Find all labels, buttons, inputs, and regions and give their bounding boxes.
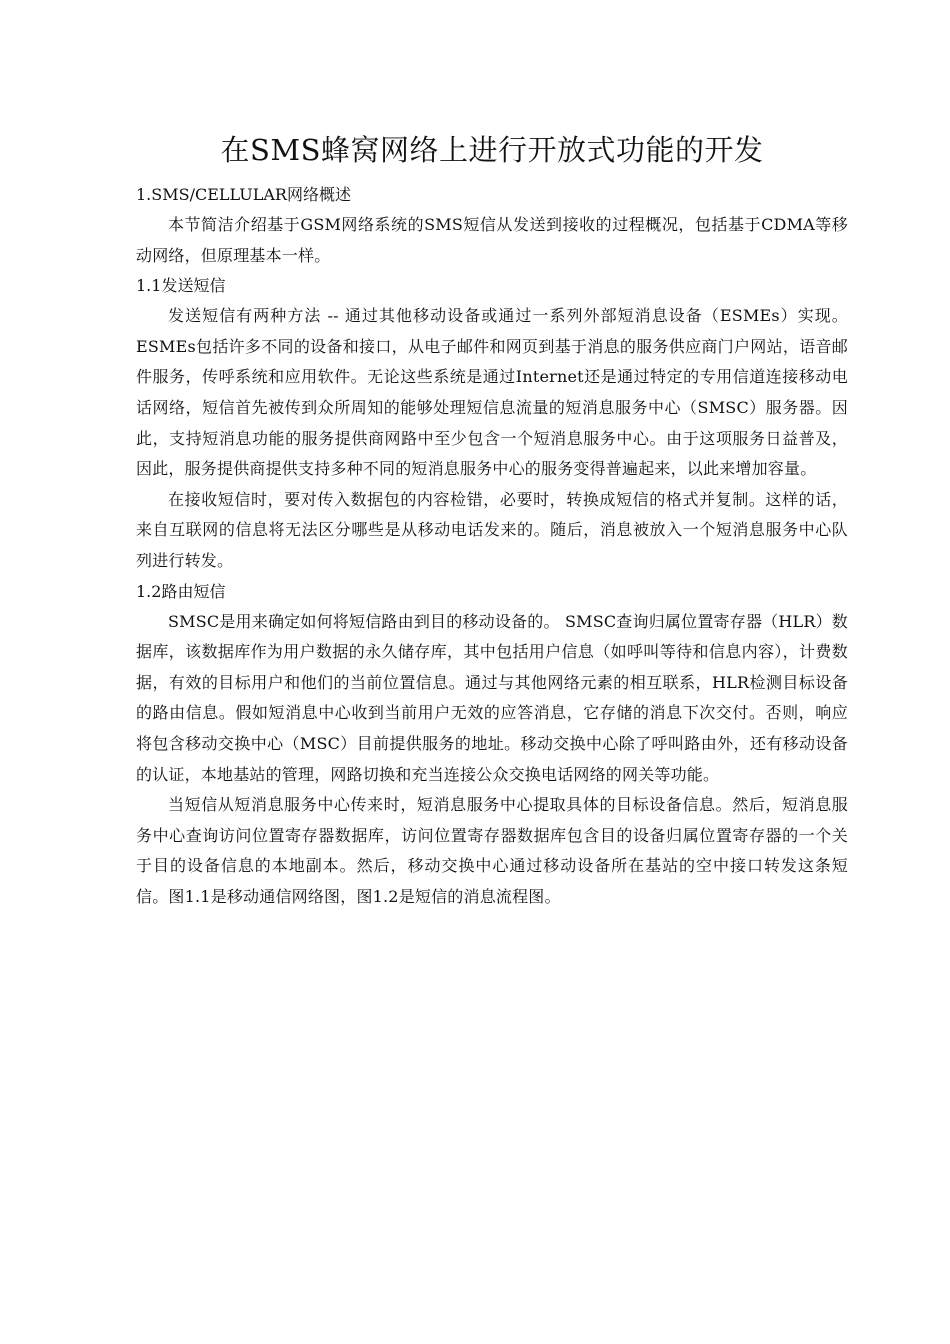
document-title: 在SMS蜂窝网络上进行开放式功能的开发 bbox=[220, 133, 764, 167]
section-heading: 1.SMS/CELLULAR网络概述 bbox=[136, 185, 351, 204]
section-routing-sms bbox=[136, 577, 848, 913]
paragraph: 在接收短信时，要对传入数据包的内容检错，必要时，转换成短信的格式并复制。这样的话，来自互联网的信息将无法区分哪些是从移动电话发来的。随后，消息被放入一个短消息服务中心队列进行转发。 bbox=[136, 489, 848, 570]
document-page bbox=[136, 128, 848, 912]
paragraph: 本节简洁介绍基于GSM网络系统的SMS短信从发送到接收的过程概况，包括基于CDMA等移动网络，但原理基本一样。 bbox=[136, 215, 848, 265]
paragraph: 当短信从短消息服务中心传来时，短消息服务中心提取具体的目标设备信息。然后，短消息服务中心查询访问位置寄存器数据库，访问位置寄存器数据库包含目的设备归属位置寄存器的一个关于目的设备信息的本地副本。然后，移动交换中心通过移动设备所在基站的空中接口转发这条短信。图1.1是移动通信网络图，图1.2是短信的消息流程图。 bbox=[136, 795, 848, 906]
section-heading: 1.2路由短信 bbox=[136, 581, 226, 601]
section-heading: 1.1发送短信 bbox=[136, 276, 226, 296]
section-sending-sms bbox=[136, 271, 848, 576]
paragraph: 发送短信有两种方法 -- 通过其他移动设备或通过一系列外部短消息设备（ESMEs）实现。 ESMEs包括许多不同的设备和接口，从电子邮件和网页到基于消息的服务供应商门户网站，语音邮件服务，传呼系统和应用软件。无论这些系统是通过Internet还是通过特定的专用信道连接移动电话网络，短信首先被传到众所周知的能够处理短信息流量的短消息服务中心（SMSC）服务器。因此，支持短消息功能的服务提供商网路中至少包含一个短消息服务中心。由于这项服务日益普及，因此，服务提供商提供支持多种不同的短消息服务中心的服务变得普遍起来，以此来增加容量。 bbox=[136, 306, 848, 479]
section-network-overview bbox=[136, 180, 848, 271]
paragraph: SMSC是用来确定如何将短信路由到目的移动设备的。 SMSC查询归属位置寄存器（HLR）数据库，该数据库作为用户数据的永久储存库，其中包括用户信息（如呼叫等待和信息内容），计费数据，有效的目标用户和他们的当前位置信息。通过与其他网络元素的相互联系，HLR检测目标设备的路由信息。假如短消息中心收到当前用户无效的应答消息，它存储的消息下次交付。否则，响应将包含移动交换中心（MSC）目前提供服务的地址。移动交换中心除了呼叫路由外，还有移动设备的认证，本地基站的管理，网路切换和充当连接公众交换电话网络的网关等功能。 bbox=[136, 611, 848, 784]
